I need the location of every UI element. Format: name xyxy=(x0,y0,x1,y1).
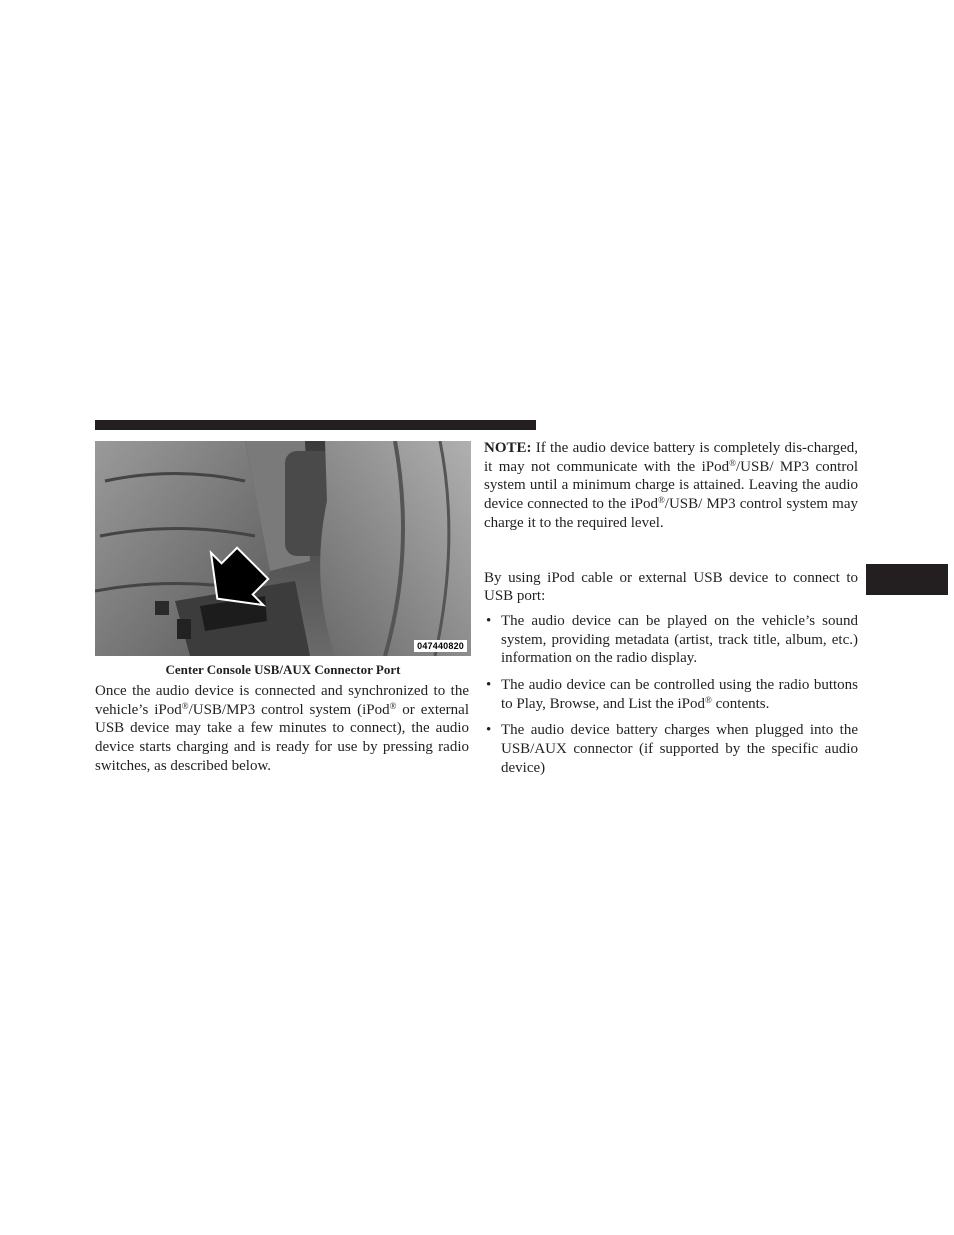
list-item: • The audio device can be controlled using the radio buttons to Play, Browse, and List the iPod® contents. xyxy=(484,676,858,713)
header-rule xyxy=(95,420,536,430)
console-photo-illustration xyxy=(95,441,471,656)
figure-caption: Center Console USB/AUX Connector Port xyxy=(165,662,401,677)
note-paragraph: NOTE: If the audio device battery is completely dis-charged, it may not communicate with the iPod®/USB/ MP3 control system until a minimum charge is attained. Leaving the audio device connected to the iPod®/USB/ MP3 control system may charge it to the required level. xyxy=(484,440,858,531)
note-label: NOTE: xyxy=(484,440,532,456)
connection-paragraph: Once the audio device is connected and synchronized to the vehicle’s iPod®/USB/MP3 control system (iPod® or external USB device may take a few minutes to connect), the audio device starts charging and is ready for use by pressing radio switches, as described below. xyxy=(95,683,469,774)
chapter-tab xyxy=(866,564,948,595)
usb-intro: By using iPod cable or external USB device to connect to USB port: xyxy=(484,569,858,605)
feature-list xyxy=(484,612,858,778)
figure-id-label: 047440820 xyxy=(414,640,467,652)
list-item: • The audio device battery charges when plugged into the USB/AUX connector (if supported by the specific audio device) xyxy=(484,721,858,777)
right-column xyxy=(484,439,858,786)
console-photo xyxy=(95,441,471,656)
list-item: • The audio device can be played on the vehicle’s sound system, providing metadata (artist, track title, album, etc.) information on the radio display. xyxy=(484,612,858,668)
left-column xyxy=(95,682,469,776)
